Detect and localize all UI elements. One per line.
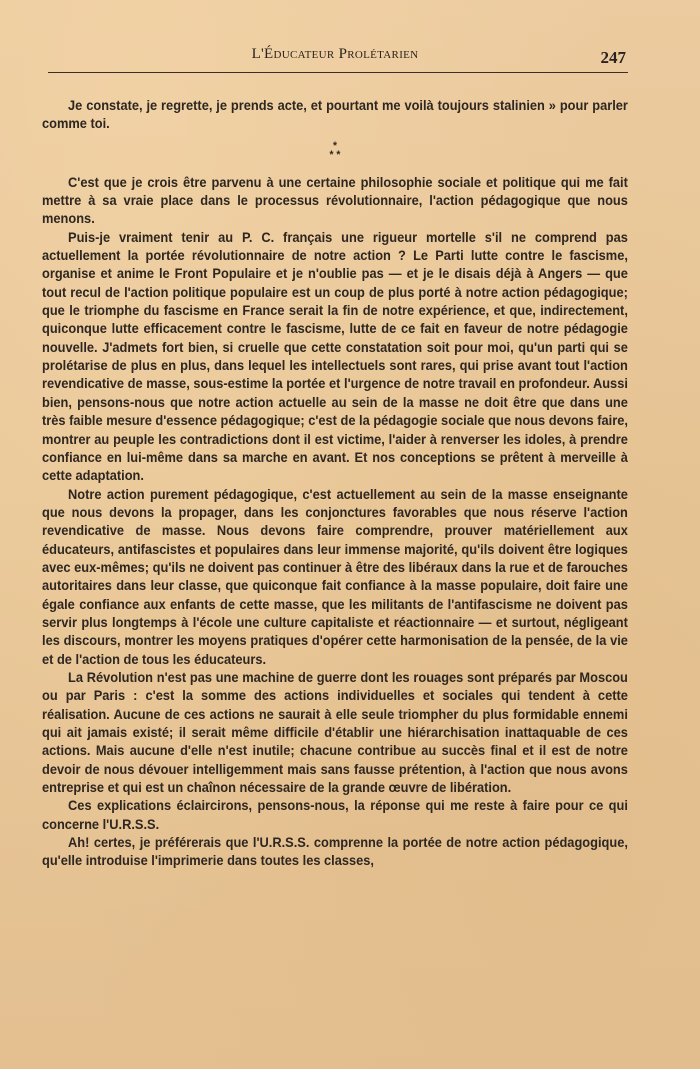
journal-title: L'Éducateur Prolétarien — [251, 46, 419, 62]
page-number: 247 — [600, 48, 626, 67]
paragraph-7: Ah! certes, je préférerais que l'U.R.S.S. comprenne la portée de notre action pédagogique, qu'elle introduise l'imprimerie dans toutes les classes, — [42, 835, 628, 869]
header-rule — [48, 72, 628, 73]
asterism-bottom: * * — [329, 148, 341, 161]
section-separator-asterism — [42, 134, 628, 174]
paragraph-4: Notre action purement pédagogique, c'est actuellement au sein de la masse enseignante que nous devons la propager, dans les conjonctures favorables que nous réserve l'action revendicative de masse. Nous devons faire comprendre, prouver matériellement aux éducateurs, antifascistes et populaires dans leur immense majorité, qu'ils doivent être logiques avec eux-mêmes; qu'ils ne doivent pas continuer à être des libéraux dans la rue et de farouches autoritaires dans leur classe, que quiconque fait confiance à la masse populaire, doit faire une égale confiance aux enfants de cette masse, que les militants de l'antifascisme ne doivent pas servir plus longtemps à l'école une culture capitaliste et réactionnaire — et surtout, négligeant les discours, montrer les moyens pratiques d'opérer cette harmonisation de la pensée, de la vie et de l'action de tous les éducateurs. — [42, 486, 628, 667]
paragraph-1: Je constate, je regrette, je prends acte, et pourtant me voilà toujours stalinien » pour parler comme toi. — [42, 98, 628, 132]
paragraph-5: La Révolution n'est pas une machine de guerre dont les rouages sont préparés par Moscou ou par Paris : c'est la somme des actions individuelles et sociales qui tendent à cette réalisation. Aucune de ces actions ne saurait à elle seule triompher du plus formidable ennemi qui ait jamais existé; il serait même difficile d'établir une hiérarchisation inattaquable de ces actions. Mais aucune d'elle n'est inutile; chacune contribue au succès final et il est de notre devoir de nous dévouer intelligemment mais sans fausse prétention, à l'action que nous avons entreprise et qui est un chaînon nécessaire de la grande œuvre de libération. — [42, 669, 628, 796]
paragraph-3: Puis-je vraiment tenir au P. C. français une rigueur mortelle s'il ne comprend pas actuellement la portée révolutionnaire de notre action ? Le Parti lutte contre le fascisme, organise et anime le Front Populaire et je n'oublie pas — et je le disais déjà à Angers — que tout recul de l'action politique populaire est un coup de plus porté à notre action pédagogique; que le triomphe du fascisme en France serait la fin de notre expérience, et que, indirectement, quiconque lutte efficacement contre le fascisme, lutte de ce fait en faveur de notre pédagogie nouvelle. J'admets fort bien, si cruelle que cette constatation soit pour moi, qu'un parti qui se prolétarise de plus en plus, dans lequel les intellectuels sont rares, qui prise avant tout l'action revendicative de masse, sous-estime la portée et l'urgence de notre travail en profondeur. Aussi bien, pensons-nous que notre action actuelle au sein de la masse ne doit être que dans une très faible mesure d'essence pédagogique; c'est de la pédagogie sociale que nous devons faire, montrer au peuple les contradictions dont il est victime, l'aider à renverser les idoles, à prendre confiance en lui-même dans sa marche en avant. Et nos conceptions se prêtent à merveille à cette adaptation. — [42, 229, 628, 484]
running-header — [42, 46, 628, 72]
asterism-top: * — [332, 139, 337, 152]
body-text — [42, 97, 628, 871]
paragraph-6: Ces explications éclaircirons, pensons-nous, la réponse qui me reste à faire pour ce qui concerne l'U.R.S.S. — [42, 798, 628, 832]
paragraph-2: C'est que je crois être parvenu à une certaine philosophie sociale et politique qui me fait mettre à sa vraie place dans le processus révolutionnaire, l'action pédagogique que nous menons. — [42, 174, 628, 227]
